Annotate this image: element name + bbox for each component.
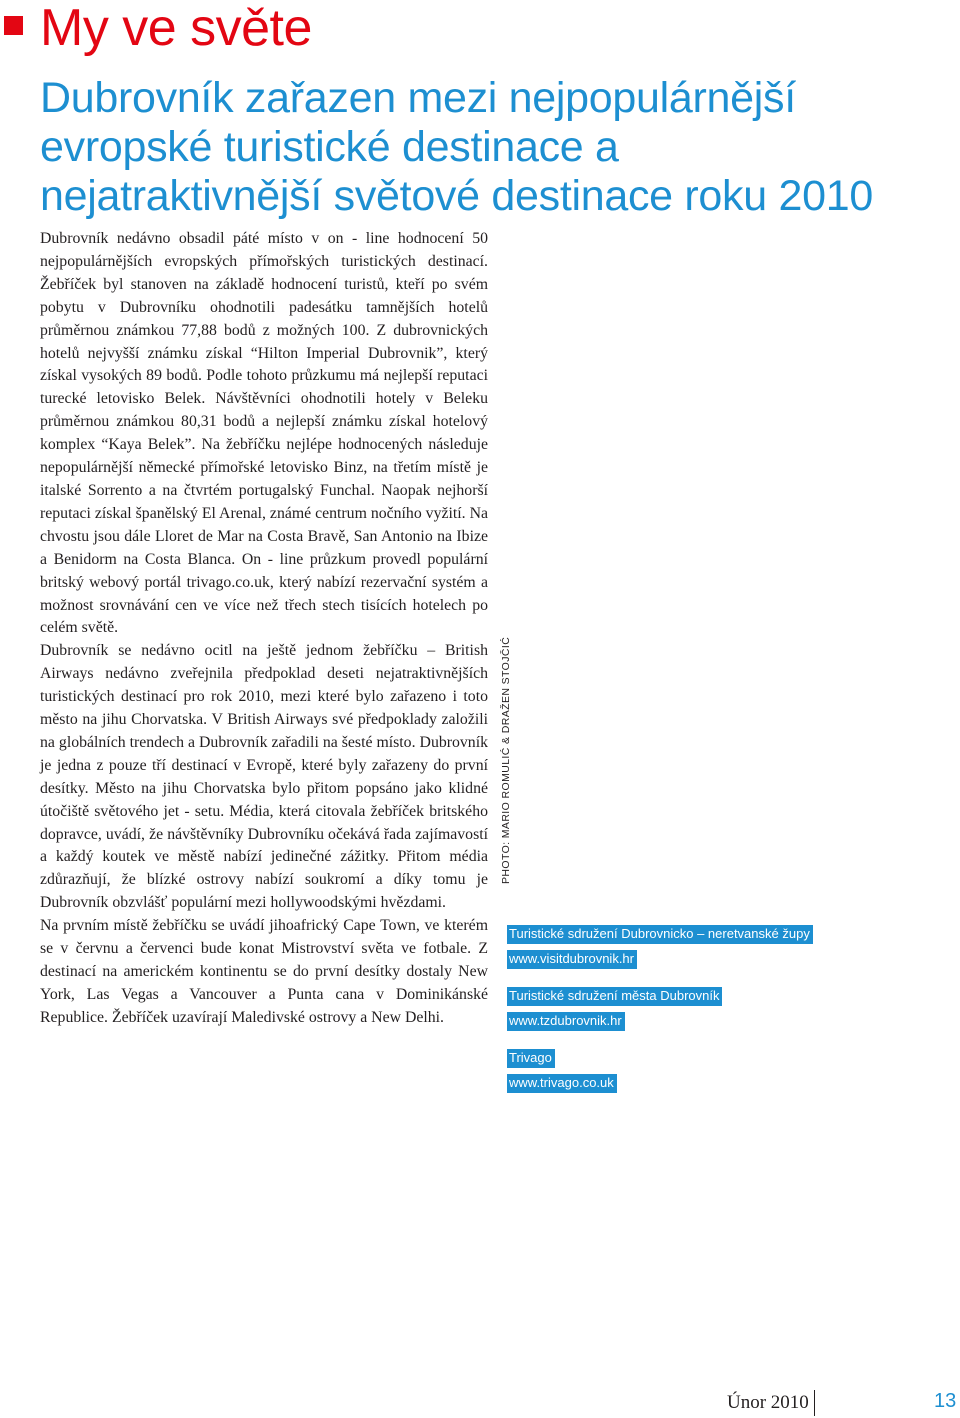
article-paragraph-1: Dubrovník nedávno obsadil páté místo v on - line hodnocení 50 nejpopulárnějších evropských přímořských turistických destinací. Žebříček byl stanoven na základě hodnocení turistů, kteří po svém pobytu v Dubrovníku ohodnotili padesátku tamnějších hotelů průměrnou známkou 77,88 bodů z možných 100. Z dubrovnických hotelů nejvyšší známku získal “Hilton Imperial Dubrovnik”, který získal vysokých 89 bodů. Podle tohoto průzkumu má nejlepší reputaci turecké letovisko Belek. Návštěvníci ohodnotili hotely v Beleku průměrnou známkou 80,31 bodů a nejlepší známku získal hotelový komplex “Kaya Belek”. Na žebříčku nejlépe hodnocených následuje nepopulárnější německé přímořské letovisko Binz, na třetím místě je italské Sorrento a na čtvrtém portugalský Funchal. Naopak nejhorší reputaci získal španělský El Arenal, známé centrum nočního vyžití. Na chvostu jsou dále Lloret de Mar na Costa Bravě, San Antonio na Ibize a Benidorm na Costa Blanca. On - line průzkum provedl populární britský webový portál trivago.co.uk, který nabízí rezervační systém a možnost srovnávání cen ve více než třech stech tisících hotelech po celém světě. (40, 230, 488, 637)
article-headline (40, 74, 940, 221)
article-paragraph-3: Na prvním místě žebříčku se uvádí jihoafrický Cape Town, ve kterém se v červnu a červenci bude konat Mistrovství světa ve fotbale. Z destinací na americkém kontinentu se do první desítky dostaly New York, Las Vegas a Vancouver a Punta cana v Dominikánské Republice. Žebříček uzavírají Maledivské ostrovy a New Delhi. (40, 917, 488, 1026)
link-group-trivago (507, 1049, 813, 1093)
link-url[interactable]: www.visitdubrovnik.hr (507, 950, 637, 969)
section-title: My ve světe (40, 0, 312, 57)
headline-line-2: evropské turistické destinace a (40, 123, 619, 171)
related-links (507, 925, 813, 1111)
article-paragraph-2: Dubrovník se nedávno ocitl na ještě jednom žebříčku – British Airways nedávno zveřejnila předpoklad deseti nejatraktivnějších turistických destinací pro rok 2010, mezi které bylo zařazeno i toto město na jihu Chorvatska. V British Airways své předpoklady založili na globálních trendech a Dubrovník zařadili na šesté místo. Dubrovník je jedna z pouze tří destinací v Evropě, které byly zařazeny do první desítky. Město na jihu Chorvatska bylo přitom popsáno jako klidné útočiště světového jet - setu. Média, která citovala žebříček britského dopravce, uvádí, že návštěvníky Dubrovníku očekává řada zajímavostí a každý koutek ve městě nabízí jedinečné zážitky. Přitom média zdůrazňují, že blízké ostrovy nabízí soukromí a díky tomu je Dubrovník obzvlášť populární mezi hollywoodskými hvězdami. (40, 642, 488, 912)
link-group-tzdubrovnik (507, 987, 813, 1031)
link-org-name: Trivago (507, 1049, 555, 1068)
photo-credit: PHOTO: MARIO ROMULIĆ & DRAŽEN STOJČIĆ (500, 636, 512, 884)
link-group-visitdubrovnik (507, 925, 813, 969)
page-number: 13 (934, 1390, 957, 1412)
issue-month: Únor 2010 (727, 1392, 809, 1413)
link-org-name: Turistické sdružení města Dubrovník (507, 987, 722, 1006)
section-marker (4, 16, 23, 35)
headline-line-3: nejatraktivnější světové destinace roku 2010 (40, 172, 873, 220)
link-org-name: Turistické sdružení Dubrovnicko – neretvanské župy (507, 925, 813, 944)
link-url[interactable]: www.trivago.co.uk (507, 1074, 617, 1093)
link-url[interactable]: www.tzdubrovnik.hr (507, 1012, 625, 1031)
article-body (40, 228, 488, 1030)
headline-line-1: Dubrovník zařazen mezi nejpopulárnější (40, 74, 796, 122)
footer-divider (814, 1390, 815, 1416)
